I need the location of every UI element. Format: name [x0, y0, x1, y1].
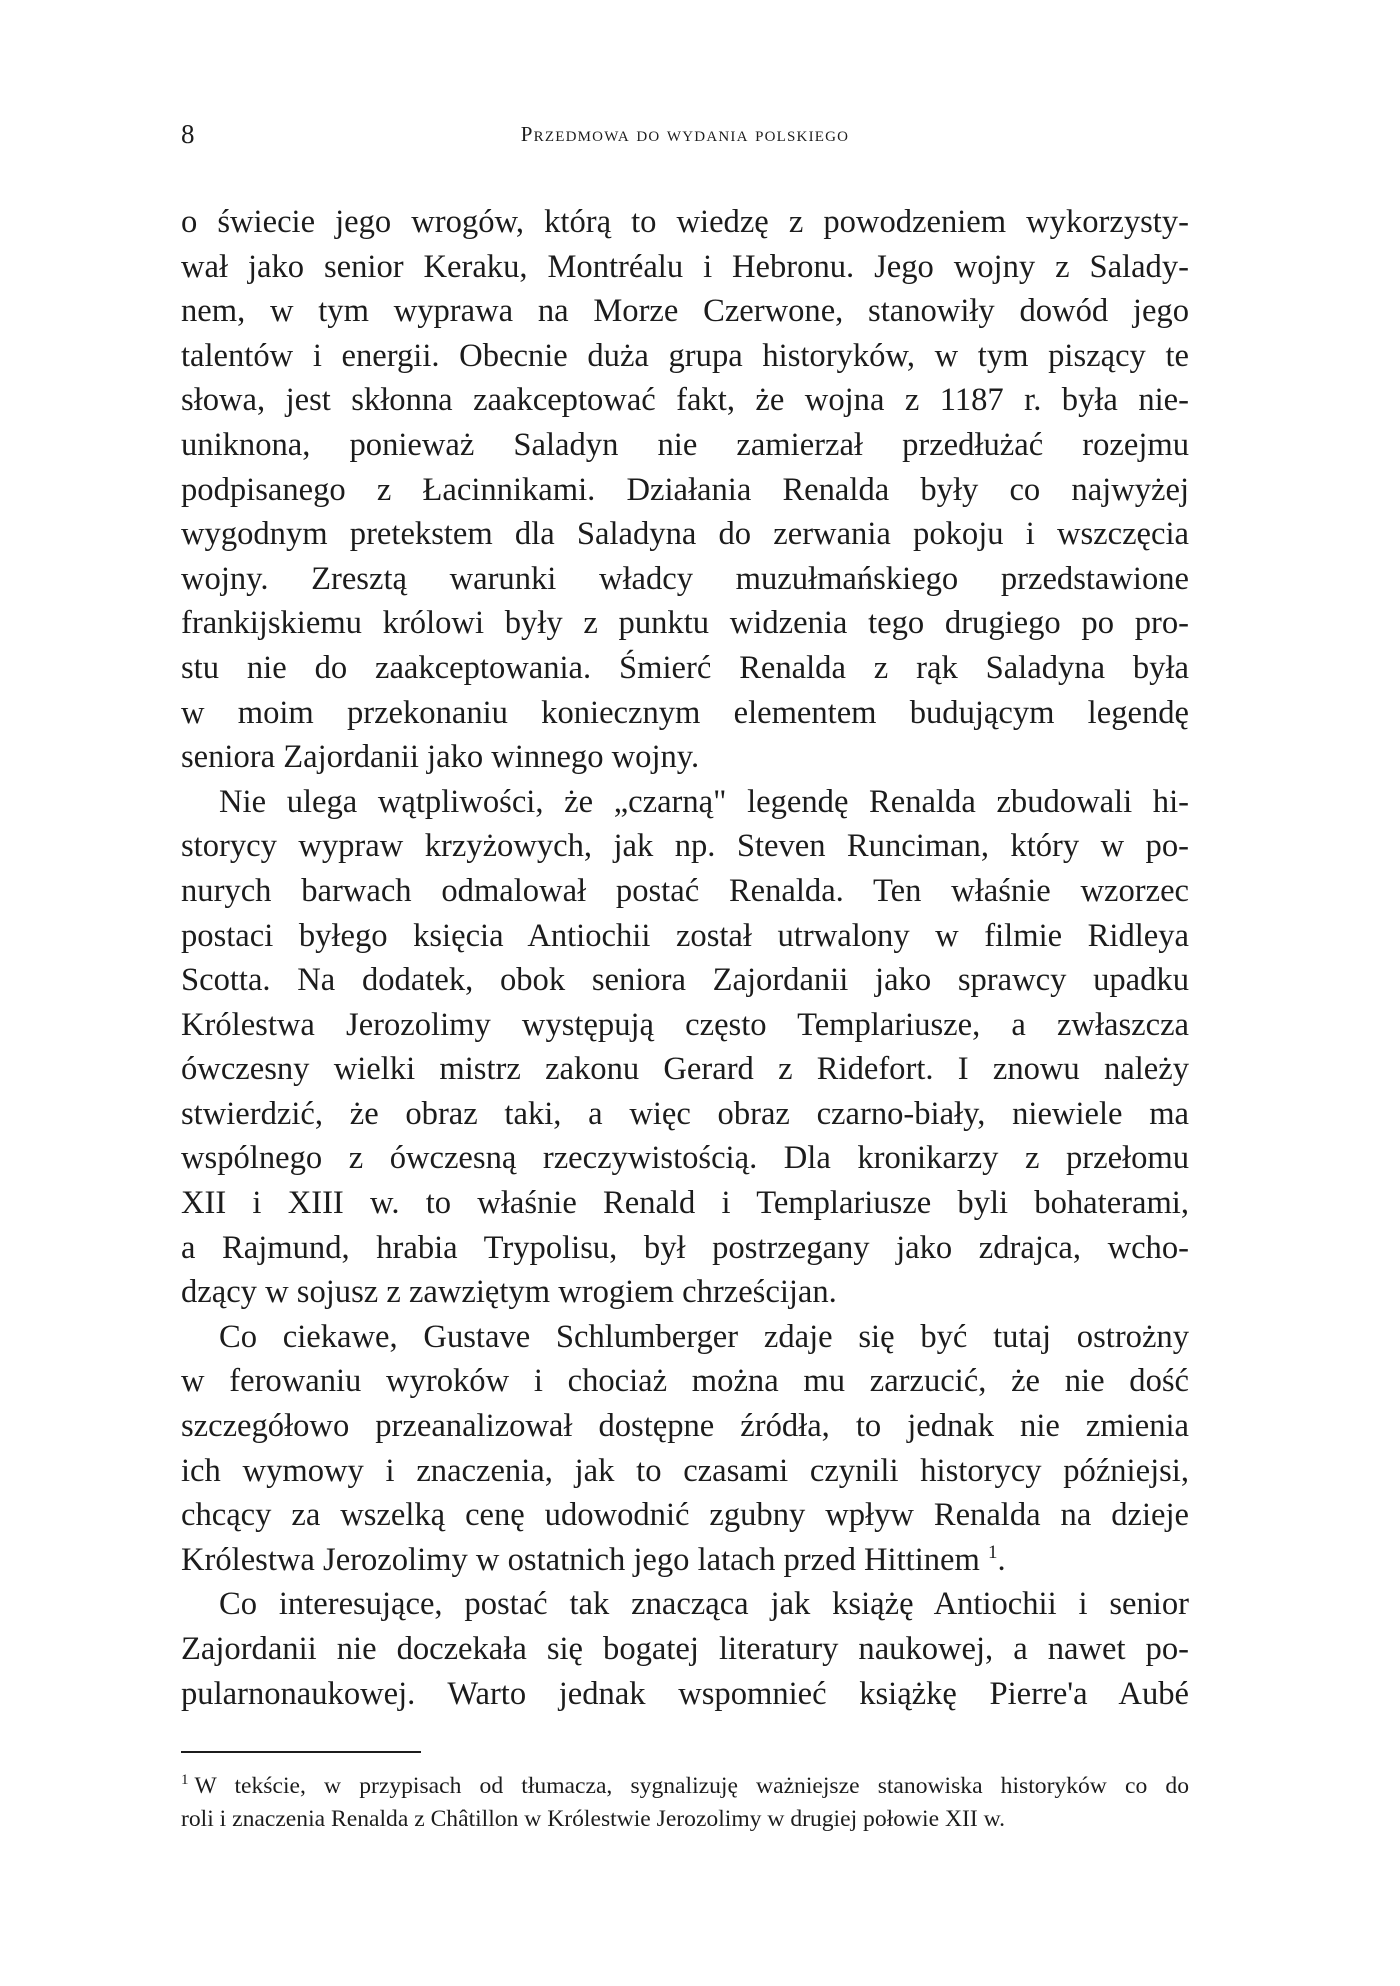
text-line: chcący za wszelką cenę udowodnić zgubny wpływ Renalda na dzieje [181, 1497, 1189, 1534]
paragraph [181, 780, 1189, 1315]
footnote-marker: 1 [181, 1772, 189, 1789]
text-line: nem, w tym wyprawa na Morze Czerwone, stanowiły dowód jego [181, 293, 1189, 330]
text-line: seniora Zajordanii jako winnego wojny. [181, 739, 700, 776]
text-line: Co ciekawe, Gustave Schlumberger zdaje się być tutaj ostrożny [219, 1318, 1189, 1355]
page-number: 8 [181, 119, 195, 149]
text-line: wał jako senior Keraku, Montréalu i Hebronu. Jego wojny z Salady- [181, 248, 1189, 285]
text-line: w ferowaniu wyroków i chociaż można mu zarzucić, że nie dość [181, 1363, 1189, 1400]
text-line: pularnonaukowej. Warto jednak wspomnieć książkę Pierre'a Aubé [181, 1675, 1189, 1712]
footnote-text: roli i znaczenia Renalda z Châtillon w Królestwie Jerozolimy w drugiej połowie XII w. [181, 1806, 1006, 1832]
text-line: XII i XIII w. to właśnie Renald i Templariusze byli bohaterami, [181, 1185, 1189, 1222]
text-line: wspólnego z ówczesną rzeczywistością. Dla kronikarzy z przełomu [181, 1140, 1189, 1177]
footnote-text: W tekście, w przypisach od tłumacza, sygnalizuję ważniejsze stanowiska historyków co do [194, 1773, 1189, 1799]
running-title: Przedmowa do wydania polskiego [520, 122, 850, 146]
text-line: podpisanego z Łacinnikami. Działania Renalda były co najwyżej [181, 471, 1189, 508]
text-line: ich wymowy i znaczenia, jak to czasami czynili historycy późniejsi, [181, 1452, 1189, 1489]
footnote [181, 1770, 1189, 1836]
footnote-reference[interactable]: 1 [988, 1541, 998, 1563]
paragraph [181, 1315, 1189, 1583]
text-line: Scotta. Na dodatek, obok seniora Zajordanii jako sprawcy upadku [181, 962, 1189, 999]
text-line: talentów i energii. Obecnie duża grupa historyków, w tym piszący te [181, 337, 1189, 374]
text-line: Nie ulega wątpliwości, że „czarną" legendę Renalda zbudowali hi- [219, 783, 1189, 820]
text-line: stu nie do zaakceptowania. Śmierć Renalda z rąk Saladyna była [181, 649, 1189, 686]
paragraph [181, 200, 1189, 780]
text-line: Królestwa Jerozolimy w ostatnich jego latach przed Hittinem $^1$. [181, 1541, 1006, 1578]
text-line: Królestwa Jerozolimy występują często Templariusze, a zwłaszcza [181, 1006, 1189, 1043]
text-line: storycy wypraw krzyżowych, jak np. Steven Runciman, który w po- [181, 828, 1189, 865]
text-line: a Rajmund, hrabia Trypolisu, był postrzegany jako zdrajca, wcho- [181, 1229, 1189, 1266]
running-head [181, 114, 1189, 154]
text-line: frankijskiemu królowi były z punktu widzenia tego drugiego po pro- [181, 605, 1189, 642]
footnote-line [181, 1770, 1189, 1803]
text-line: wygodnym pretekstem dla Saladyna do zerwania pokoju i wszczęcia [181, 516, 1189, 553]
text-line: postaci byłego księcia Antiochii został utrwalony w filmie Ridleya [181, 917, 1189, 954]
text-line: Zajordanii nie doczekała się bogatej literatury naukowej, a nawet po- [181, 1631, 1189, 1667]
text-line: ówczesny wielki mistrz zakonu Gerard z Ridefort. I znowu należy [181, 1051, 1189, 1088]
footnote-rule [181, 1751, 421, 1753]
text-after-reference: . [997, 1541, 1006, 1578]
text-line: słowa, jest skłonna zaakceptować fakt, że wojna z 1187 r. była nie- [181, 382, 1189, 419]
text-line: szczegółowo przeanalizował dostępne źródła, to jednak nie zmienia [181, 1408, 1189, 1445]
body-text [181, 200, 1189, 1716]
footnote-line [181, 1803, 1189, 1836]
text-line: o świecie jego wrogów, którą to wiedzę z powodzeniem wykorzysty- [181, 204, 1189, 240]
text-line: w moim przekonaniu koniecznym elementem budującym legendę [181, 694, 1189, 731]
text-line: nurych barwach odmalował postać Renalda. Ten właśnie wzorzec [181, 872, 1189, 909]
text-line: stwierdzić, że obraz taki, a więc obraz czarno-biały, niewiele ma [181, 1095, 1189, 1132]
text-line: uniknona, ponieważ Saladyn nie zamierzał przedłużać rozejmu [181, 426, 1189, 463]
text-line: wojny. Zresztą warunki władcy muzułmańskiego przedstawione [181, 560, 1189, 597]
paragraph [181, 1582, 1189, 1716]
text-line: Co interesujące, postać tak znacząca jak książę Antiochii i senior [219, 1586, 1189, 1623]
text-line: dzący w sojusz z zawziętym wrogiem chrześcijan. [181, 1274, 837, 1311]
